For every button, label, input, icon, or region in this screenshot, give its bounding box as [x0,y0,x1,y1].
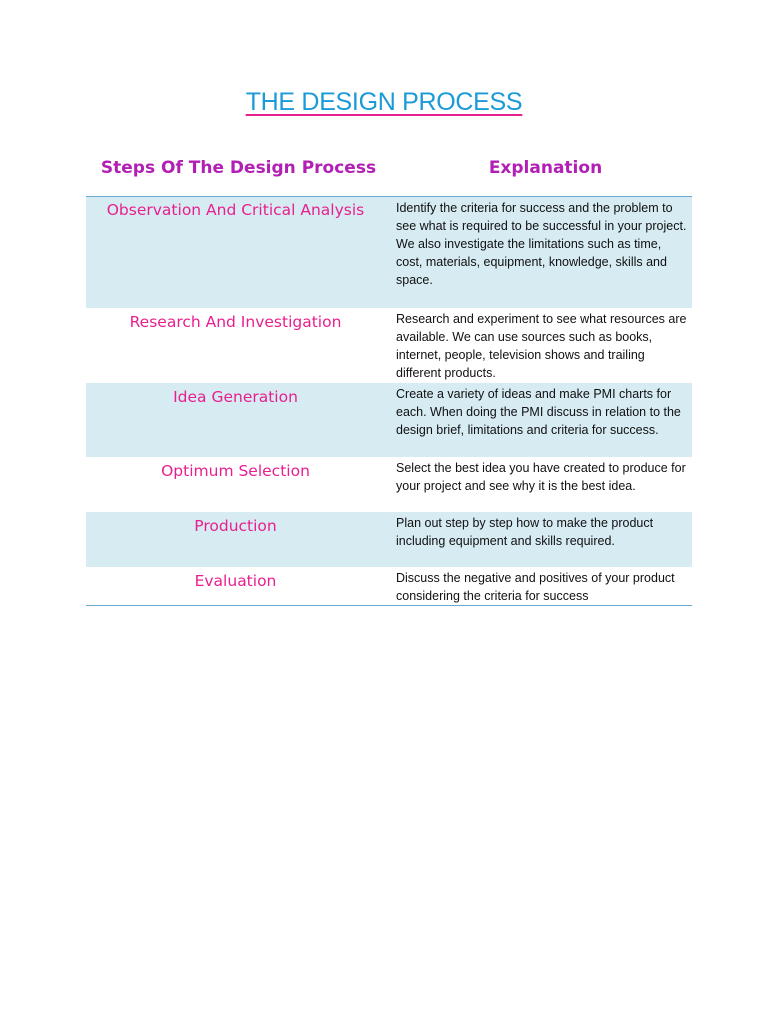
table-header-row [86,140,692,197]
step-name: Idea Generation [173,387,298,406]
step-explanation: Identify the criteria for success and the problem to see what is required to be successful in your project. We also investigate the limitations such as time, cost, materials, equipment, knowledge, skills and space. [396,201,687,287]
table-row [86,567,692,606]
step-explanation: Create a variety of ideas and make PMI charts for each. When doing the PMI discuss in relation to the design brief, limitations and criteria for success. [396,386,681,437]
table-row [86,457,692,512]
page-title [0,86,768,118]
step-name: Research And Investigation [129,312,342,331]
step-name: Production [194,516,277,535]
page-title-text: THE DESIGN PROCESS [245,88,523,116]
steps-column-header: Steps Of The Design Process [86,140,391,197]
table-row [86,308,692,383]
explanation-column-header: Explanation [391,140,692,197]
step-explanation: Select the best idea you have created to produce for your project and see why it is the best idea. [396,460,686,493]
step-name: Observation And Critical Analysis [106,201,365,219]
step-explanation: Discuss the negative and positives of your product considering the criteria for success [396,570,675,603]
design-process-table [86,140,692,606]
table-row [86,383,692,457]
step-name: Evaluation [194,571,277,590]
step-explanation: Plan out step by step how to make the product including equipment and skills required. [396,515,654,548]
step-name: Optimum Selection [161,461,310,480]
step-explanation: Research and experiment to see what resources are available. We can use sources such as books, internet, people, television shows and trailing different products. [396,311,687,380]
table-row [86,197,692,308]
table-row [86,512,692,567]
